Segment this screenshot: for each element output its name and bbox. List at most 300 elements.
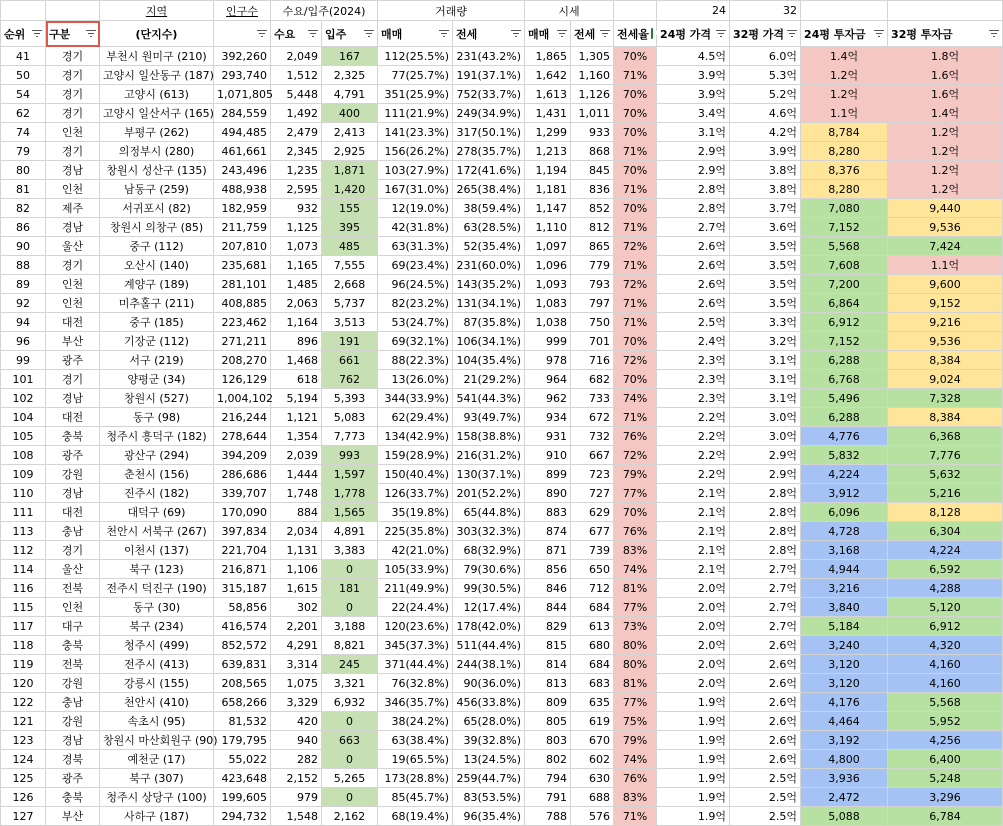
cell-invest-24[interactable]: 5,568 <box>801 237 888 256</box>
cell-price-32[interactable]: 3.5억 <box>730 294 801 313</box>
cell-invest-32[interactable]: 7,424 <box>888 237 1003 256</box>
cell-population[interactable]: 394,209 <box>214 446 271 465</box>
cell-rank[interactable]: 96 <box>1 332 46 351</box>
filter-icon[interactable] <box>787 30 797 37</box>
cell-category[interactable]: 대전 <box>46 313 100 332</box>
cell-population[interactable]: 286,686 <box>214 465 271 484</box>
cell-population[interactable]: 315,187 <box>214 579 271 598</box>
cell-move-in[interactable]: 5,083 <box>322 408 378 427</box>
cell-invest-24[interactable]: 6,864 <box>801 294 888 313</box>
cell-invest-32[interactable]: 1.2억 <box>888 161 1003 180</box>
col-price-jeonse[interactable]: 전세 <box>571 21 614 47</box>
cell-sale-volume[interactable]: 35(19.8%) <box>378 503 453 522</box>
header-price[interactable]: 시세 <box>525 1 614 21</box>
cell-price-24[interactable]: 2.1억 <box>657 503 730 522</box>
cell-population[interactable]: 223,462 <box>214 313 271 332</box>
cell-price-32[interactable]: 3.3억 <box>730 313 801 332</box>
cell-invest-24[interactable]: 4,728 <box>801 522 888 541</box>
cell-price-24[interactable]: 4.5억 <box>657 47 730 66</box>
cell-invest-24[interactable]: 4,944 <box>801 560 888 579</box>
cell-price-jeonse[interactable]: 727 <box>571 484 614 503</box>
cell-invest-24[interactable]: 6,912 <box>801 313 888 332</box>
cell-rank[interactable]: 89 <box>1 275 46 294</box>
cell-jeonse-volume[interactable]: 21(29.2%) <box>453 370 525 389</box>
cell-sale-volume[interactable]: 69(32.1%) <box>378 332 453 351</box>
cell-category[interactable]: 강원 <box>46 674 100 693</box>
cell-demand[interactable]: 1,512 <box>271 66 322 85</box>
cell-price-jeonse[interactable]: 845 <box>571 161 614 180</box>
cell-price-jeonse[interactable]: 701 <box>571 332 614 351</box>
cell-price-jeonse[interactable]: 712 <box>571 579 614 598</box>
cell-region[interactable]: 고양시 일산서구 (165) <box>100 104 214 123</box>
cell-price-32[interactable]: 2.9억 <box>730 465 801 484</box>
cell-invest-32[interactable]: 9,152 <box>888 294 1003 313</box>
cell-region[interactable]: 미추홀구 (211) <box>100 294 214 313</box>
filter-icon[interactable] <box>557 30 567 37</box>
cell-region[interactable]: 양평군 (34) <box>100 370 214 389</box>
cell-invest-32[interactable]: 8,128 <box>888 503 1003 522</box>
cell-invest-24[interactable]: 5,832 <box>801 446 888 465</box>
cell-jeonse-volume[interactable]: 231(60.0%) <box>453 256 525 275</box>
cell-price-sale[interactable]: 1,097 <box>525 237 571 256</box>
cell-category[interactable]: 전북 <box>46 579 100 598</box>
cell-sale-volume[interactable]: 38(24.2%) <box>378 712 453 731</box>
cell-population[interactable]: 408,885 <box>214 294 271 313</box>
cell-category[interactable]: 충남 <box>46 693 100 712</box>
cell-sale-volume[interactable]: 76(32.8%) <box>378 674 453 693</box>
cell-invest-24[interactable]: 5,088 <box>801 807 888 826</box>
cell-demand[interactable]: 2,039 <box>271 446 322 465</box>
cell-rank[interactable]: 116 <box>1 579 46 598</box>
cell-invest-24[interactable]: 5,184 <box>801 617 888 636</box>
cell-move-in[interactable]: 2,162 <box>322 807 378 826</box>
cell-jeonse-volume[interactable]: 278(35.7%) <box>453 142 525 161</box>
cell-price-sale[interactable]: 934 <box>525 408 571 427</box>
cell-population[interactable]: 179,795 <box>214 731 271 750</box>
cell-price-32[interactable]: 2.6억 <box>730 731 801 750</box>
cell-price-24[interactable]: 2.8억 <box>657 180 730 199</box>
cell-jeonse-rate[interactable]: 79% <box>614 465 657 484</box>
cell-demand[interactable]: 896 <box>271 332 322 351</box>
cell-category[interactable]: 강원 <box>46 712 100 731</box>
cell-rank[interactable]: 50 <box>1 66 46 85</box>
col-invest-32[interactable]: 32평 투자금 <box>888 21 1003 47</box>
cell-jeonse-volume[interactable]: 65(28.0%) <box>453 712 525 731</box>
cell-move-in[interactable]: 0 <box>322 560 378 579</box>
cell-sale-volume[interactable]: 85(45.7%) <box>378 788 453 807</box>
cell-rank[interactable]: 88 <box>1 256 46 275</box>
cell-invest-32[interactable]: 9,440 <box>888 199 1003 218</box>
cell-category[interactable]: 경기 <box>46 85 100 104</box>
cell-price-32[interactable]: 2.8억 <box>730 522 801 541</box>
cell-move-in[interactable]: 762 <box>322 370 378 389</box>
cell-demand[interactable]: 1,106 <box>271 560 322 579</box>
cell-invest-32[interactable]: 1.8억 <box>888 47 1003 66</box>
cell-price-jeonse[interactable]: 1,305 <box>571 47 614 66</box>
filter-icon[interactable] <box>439 30 449 37</box>
cell-rank[interactable]: 108 <box>1 446 46 465</box>
cell-price-jeonse[interactable]: 732 <box>571 427 614 446</box>
cell-jeonse-rate[interactable]: 73% <box>614 617 657 636</box>
cell-price-24[interactable]: 2.0억 <box>657 636 730 655</box>
cell-price-32[interactable]: 2.8억 <box>730 503 801 522</box>
cell-sale-volume[interactable]: 141(23.3%) <box>378 123 453 142</box>
cell-jeonse-volume[interactable]: 12(17.4%) <box>453 598 525 617</box>
cell-rank[interactable]: 99 <box>1 351 46 370</box>
cell-price-sale[interactable]: 813 <box>525 674 571 693</box>
cell-price-32[interactable]: 2.6억 <box>730 712 801 731</box>
cell-rank[interactable]: 74 <box>1 123 46 142</box>
cell-price-sale[interactable]: 1,194 <box>525 161 571 180</box>
cell-population[interactable]: 281,101 <box>214 275 271 294</box>
cell-category[interactable]: 광주 <box>46 446 100 465</box>
cell-region[interactable]: 계양구 (189) <box>100 275 214 294</box>
cell-price-jeonse[interactable]: 630 <box>571 769 614 788</box>
cell-move-in[interactable]: 155 <box>322 199 378 218</box>
cell-demand[interactable]: 3,329 <box>271 693 322 712</box>
cell-invest-32[interactable]: 1.4억 <box>888 104 1003 123</box>
cell-move-in[interactable]: 3,321 <box>322 674 378 693</box>
cell-category[interactable]: 부산 <box>46 807 100 826</box>
cell-move-in[interactable]: 2,925 <box>322 142 378 161</box>
cell-price-32[interactable]: 2.6억 <box>730 750 801 769</box>
cell-population[interactable]: 1,004,102 <box>214 389 271 408</box>
cell-sale-volume[interactable]: 77(25.7%) <box>378 66 453 85</box>
filter-icon[interactable] <box>511 30 521 37</box>
cell-population[interactable]: 658,266 <box>214 693 271 712</box>
cell-sale-volume[interactable]: 211(49.9%) <box>378 579 453 598</box>
cell-move-in[interactable]: 1,871 <box>322 161 378 180</box>
cell-jeonse-volume[interactable]: 172(41.6%) <box>453 161 525 180</box>
cell-jeonse-rate[interactable]: 72% <box>614 446 657 465</box>
cell-invest-32[interactable]: 7,328 <box>888 389 1003 408</box>
cell-invest-24[interactable]: 6,096 <box>801 503 888 522</box>
cell-demand[interactable]: 1,073 <box>271 237 322 256</box>
cell-jeonse-volume[interactable]: 244(38.1%) <box>453 655 525 674</box>
cell-move-in[interactable]: 7,555 <box>322 256 378 275</box>
cell-price-jeonse[interactable]: 1,126 <box>571 85 614 104</box>
cell-jeonse-volume[interactable]: 65(44.8%) <box>453 503 525 522</box>
cell-price-32[interactable]: 3.1억 <box>730 351 801 370</box>
cell-price-sale[interactable]: 791 <box>525 788 571 807</box>
cell-invest-24[interactable]: 4,464 <box>801 712 888 731</box>
cell-price-24[interactable]: 2.0억 <box>657 598 730 617</box>
cell-invest-32[interactable]: 1.2억 <box>888 142 1003 161</box>
cell-price-24[interactable]: 1.9억 <box>657 769 730 788</box>
cell-price-jeonse[interactable]: 933 <box>571 123 614 142</box>
cell-region[interactable]: 천안시 (410) <box>100 693 214 712</box>
cell-invest-32[interactable]: 4,224 <box>888 541 1003 560</box>
cell-price-32[interactable]: 2.7억 <box>730 617 801 636</box>
cell-price-32[interactable]: 5.3억 <box>730 66 801 85</box>
cell-jeonse-volume[interactable]: 79(30.6%) <box>453 560 525 579</box>
cell-price-24[interactable]: 2.6억 <box>657 294 730 313</box>
cell-jeonse-rate[interactable]: 71% <box>614 66 657 85</box>
filter-icon[interactable] <box>308 30 318 37</box>
cell-category[interactable]: 강원 <box>46 465 100 484</box>
header-region[interactable]: 지역 <box>100 1 214 21</box>
cell-price-32[interactable]: 4.6억 <box>730 104 801 123</box>
cell-rank[interactable]: 86 <box>1 218 46 237</box>
cell-category[interactable]: 부산 <box>46 332 100 351</box>
cell-price-32[interactable]: 2.9억 <box>730 446 801 465</box>
cell-invest-32[interactable]: 9,536 <box>888 332 1003 351</box>
cell-jeonse-rate[interactable]: 70% <box>614 199 657 218</box>
col-move-in[interactable]: 입주 <box>322 21 378 47</box>
cell-jeonse-volume[interactable]: 38(59.4%) <box>453 199 525 218</box>
cell-price-32[interactable]: 2.5억 <box>730 788 801 807</box>
cell-population[interactable]: 199,605 <box>214 788 271 807</box>
cell-price-32[interactable]: 2.8억 <box>730 484 801 503</box>
cell-price-sale[interactable]: 1,613 <box>525 85 571 104</box>
cell-population[interactable]: 126,129 <box>214 370 271 389</box>
cell-price-32[interactable]: 2.7억 <box>730 598 801 617</box>
cell-rank[interactable]: 125 <box>1 769 46 788</box>
cell-region[interactable]: 청주시 (499) <box>100 636 214 655</box>
filter-icon[interactable] <box>874 30 884 37</box>
cell-region[interactable]: 광산구 (294) <box>100 446 214 465</box>
cell-population[interactable]: 243,496 <box>214 161 271 180</box>
cell-rank[interactable]: 117 <box>1 617 46 636</box>
cell-demand[interactable]: 2,152 <box>271 769 322 788</box>
cell-invest-24[interactable]: 7,152 <box>801 332 888 351</box>
cell-invest-32[interactable]: 4,160 <box>888 655 1003 674</box>
cell-region[interactable]: 춘천시 (156) <box>100 465 214 484</box>
cell-rank[interactable]: 41 <box>1 47 46 66</box>
cell-invest-24[interactable]: 3,120 <box>801 674 888 693</box>
cell-price-sale[interactable]: 814 <box>525 655 571 674</box>
cell-rank[interactable]: 90 <box>1 237 46 256</box>
cell-price-32[interactable]: 3.5억 <box>730 256 801 275</box>
cell-invest-32[interactable]: 9,536 <box>888 218 1003 237</box>
cell-price-jeonse[interactable]: 670 <box>571 731 614 750</box>
cell-price-jeonse[interactable]: 613 <box>571 617 614 636</box>
cell-jeonse-rate[interactable]: 70% <box>614 161 657 180</box>
cell-price-32[interactable]: 3.8억 <box>730 161 801 180</box>
cell-invest-32[interactable]: 1.6억 <box>888 85 1003 104</box>
cell-demand[interactable]: 282 <box>271 750 322 769</box>
cell-jeonse-volume[interactable]: 96(35.4%) <box>453 807 525 826</box>
cell-price-jeonse[interactable]: 682 <box>571 370 614 389</box>
cell-sale-volume[interactable]: 22(24.4%) <box>378 598 453 617</box>
cell-jeonse-rate[interactable]: 70% <box>614 123 657 142</box>
cell-price-24[interactable]: 2.2억 <box>657 408 730 427</box>
cell-region[interactable]: 이천시 (137) <box>100 541 214 560</box>
cell-price-24[interactable]: 2.0억 <box>657 674 730 693</box>
cell-price-sale[interactable]: 962 <box>525 389 571 408</box>
cell-rank[interactable]: 120 <box>1 674 46 693</box>
cell-rank[interactable]: 111 <box>1 503 46 522</box>
cell-price-jeonse[interactable]: 723 <box>571 465 614 484</box>
cell-category[interactable]: 충북 <box>46 427 100 446</box>
cell-price-sale[interactable]: 871 <box>525 541 571 560</box>
cell-invest-32[interactable]: 8,384 <box>888 408 1003 427</box>
cell-price-32[interactable]: 3.0억 <box>730 427 801 446</box>
cell-invest-32[interactable]: 6,304 <box>888 522 1003 541</box>
cell-jeonse-rate[interactable]: 71% <box>614 218 657 237</box>
cell-region[interactable]: 창원시 (527) <box>100 389 214 408</box>
cell-category[interactable]: 인천 <box>46 180 100 199</box>
cell-price-32[interactable]: 3.6억 <box>730 218 801 237</box>
cell-rank[interactable]: 82 <box>1 199 46 218</box>
cell-price-24[interactable]: 2.0억 <box>657 655 730 674</box>
cell-move-in[interactable]: 485 <box>322 237 378 256</box>
cell-population[interactable]: 293,740 <box>214 66 271 85</box>
cell-jeonse-volume[interactable]: 249(34.9%) <box>453 104 525 123</box>
cell-jeonse-volume[interactable]: 39(32.8%) <box>453 731 525 750</box>
cell-price-sale[interactable]: 883 <box>525 503 571 522</box>
cell-price-24[interactable]: 2.5억 <box>657 313 730 332</box>
cell-price-32[interactable]: 3.5억 <box>730 275 801 294</box>
cell-price-jeonse[interactable]: 602 <box>571 750 614 769</box>
cell-move-in[interactable]: 2,668 <box>322 275 378 294</box>
cell-demand[interactable]: 1,468 <box>271 351 322 370</box>
col-demand[interactable]: 수요 <box>271 21 322 47</box>
cell-jeonse-rate[interactable]: 81% <box>614 674 657 693</box>
cell-demand[interactable]: 1,121 <box>271 408 322 427</box>
cell-move-in[interactable]: 395 <box>322 218 378 237</box>
cell-move-in[interactable]: 1,565 <box>322 503 378 522</box>
cell-move-in[interactable]: 7,773 <box>322 427 378 446</box>
cell-category[interactable]: 제주 <box>46 199 100 218</box>
cell-invest-32[interactable]: 5,568 <box>888 693 1003 712</box>
cell-population[interactable]: 423,648 <box>214 769 271 788</box>
cell-price-32[interactable]: 2.7억 <box>730 560 801 579</box>
cell-invest-24[interactable]: 1.2억 <box>801 85 888 104</box>
cell-price-sale[interactable]: 1,038 <box>525 313 571 332</box>
cell-population[interactable]: 852,572 <box>214 636 271 655</box>
cell-move-in[interactable]: 181 <box>322 579 378 598</box>
cell-price-sale[interactable]: 1,096 <box>525 256 571 275</box>
cell-invest-24[interactable]: 8,784 <box>801 123 888 142</box>
cell-region[interactable]: 부평구 (262) <box>100 123 214 142</box>
cell-category[interactable]: 인천 <box>46 598 100 617</box>
cell-demand[interactable]: 979 <box>271 788 322 807</box>
filter-icon[interactable] <box>716 30 726 37</box>
cell-price-jeonse[interactable]: 667 <box>571 446 614 465</box>
cell-price-24[interactable]: 2.0억 <box>657 617 730 636</box>
cell-demand[interactable]: 1,444 <box>271 465 322 484</box>
cell-jeonse-rate[interactable]: 76% <box>614 769 657 788</box>
cell-price-32[interactable]: 3.8억 <box>730 180 801 199</box>
cell-jeonse-volume[interactable]: 541(44.3%) <box>453 389 525 408</box>
cell-rank[interactable]: 122 <box>1 693 46 712</box>
cell-demand[interactable]: 932 <box>271 199 322 218</box>
cell-rank[interactable]: 62 <box>1 104 46 123</box>
cell-jeonse-volume[interactable]: 201(52.2%) <box>453 484 525 503</box>
cell-jeonse-rate[interactable]: 80% <box>614 655 657 674</box>
cell-price-sale[interactable]: 1,110 <box>525 218 571 237</box>
cell-demand[interactable]: 2,049 <box>271 47 322 66</box>
cell-population[interactable]: 170,090 <box>214 503 271 522</box>
cell-jeonse-rate[interactable]: 71% <box>614 142 657 161</box>
cell-move-in[interactable]: 400 <box>322 104 378 123</box>
cell-price-jeonse[interactable]: 865 <box>571 237 614 256</box>
cell-invest-24[interactable]: 6,768 <box>801 370 888 389</box>
cell-price-24[interactable]: 2.1억 <box>657 484 730 503</box>
cell-population[interactable]: 494,485 <box>214 123 271 142</box>
cell-category[interactable]: 경기 <box>46 142 100 161</box>
cell-region[interactable]: 부천시 원미구 (210) <box>100 47 214 66</box>
cell-price-32[interactable]: 5.2억 <box>730 85 801 104</box>
cell-price-24[interactable]: 2.6억 <box>657 275 730 294</box>
cell-invest-32[interactable]: 7,776 <box>888 446 1003 465</box>
cell-region[interactable]: 창원시 성산구 (135) <box>100 161 214 180</box>
cell-price-24[interactable]: 1.9억 <box>657 693 730 712</box>
cell-sale-volume[interactable]: 63(38.4%) <box>378 731 453 750</box>
cell-rank[interactable]: 94 <box>1 313 46 332</box>
cell-jeonse-rate[interactable]: 70% <box>614 47 657 66</box>
cell-sale-volume[interactable]: 351(25.9%) <box>378 85 453 104</box>
cell-jeonse-volume[interactable]: 131(34.1%) <box>453 294 525 313</box>
cell-region[interactable]: 대덕구 (69) <box>100 503 214 522</box>
cell-invest-24[interactable]: 4,224 <box>801 465 888 484</box>
cell-jeonse-volume[interactable]: 216(31.2%) <box>453 446 525 465</box>
cell-region[interactable]: 강릉시 (155) <box>100 674 214 693</box>
cell-demand[interactable]: 1,615 <box>271 579 322 598</box>
cell-price-sale[interactable]: 899 <box>525 465 571 484</box>
cell-rank[interactable]: 118 <box>1 636 46 655</box>
cell-invest-32[interactable]: 6,912 <box>888 617 1003 636</box>
cell-price-sale[interactable]: 1,299 <box>525 123 571 142</box>
cell-invest-32[interactable]: 5,248 <box>888 769 1003 788</box>
cell-jeonse-rate[interactable]: 76% <box>614 427 657 446</box>
cell-jeonse-rate[interactable]: 72% <box>614 237 657 256</box>
cell-jeonse-rate[interactable]: 75% <box>614 712 657 731</box>
cell-price-24[interactable]: 2.0억 <box>657 579 730 598</box>
cell-jeonse-volume[interactable]: 303(32.3%) <box>453 522 525 541</box>
cell-invest-24[interactable]: 1.1억 <box>801 104 888 123</box>
cell-rank[interactable]: 92 <box>1 294 46 313</box>
filter-icon[interactable] <box>600 30 610 37</box>
cell-price-24[interactable]: 3.1억 <box>657 123 730 142</box>
cell-price-24[interactable]: 1.9억 <box>657 750 730 769</box>
cell-price-sale[interactable]: 1,181 <box>525 180 571 199</box>
cell-invest-32[interactable]: 4,256 <box>888 731 1003 750</box>
active-filter-icon[interactable] <box>651 28 653 39</box>
cell-demand[interactable]: 2,345 <box>271 142 322 161</box>
cell-demand[interactable]: 1,492 <box>271 104 322 123</box>
cell-invest-24[interactable]: 7,080 <box>801 199 888 218</box>
cell-move-in[interactable]: 5,393 <box>322 389 378 408</box>
cell-invest-32[interactable]: 9,024 <box>888 370 1003 389</box>
cell-invest-32[interactable]: 5,952 <box>888 712 1003 731</box>
cell-price-24[interactable]: 3.9억 <box>657 85 730 104</box>
cell-move-in[interactable]: 191 <box>322 332 378 351</box>
cell-move-in[interactable]: 0 <box>322 750 378 769</box>
cell-sale-volume[interactable]: 111(21.9%) <box>378 104 453 123</box>
cell-price-jeonse[interactable]: 836 <box>571 180 614 199</box>
cell-jeonse-rate[interactable]: 70% <box>614 503 657 522</box>
cell-price-32[interactable]: 6.0억 <box>730 47 801 66</box>
cell-demand[interactable]: 1,485 <box>271 275 322 294</box>
cell-rank[interactable]: 119 <box>1 655 46 674</box>
cell-region[interactable]: 속초시 (95) <box>100 712 214 731</box>
cell-price-sale[interactable]: 856 <box>525 560 571 579</box>
cell-sale-volume[interactable]: 134(42.9%) <box>378 427 453 446</box>
cell-sale-volume[interactable]: 82(23.2%) <box>378 294 453 313</box>
cell-price-32[interactable]: 2.7억 <box>730 579 801 598</box>
cell-demand[interactable]: 302 <box>271 598 322 617</box>
cell-category[interactable]: 충북 <box>46 788 100 807</box>
cell-category[interactable]: 경남 <box>46 161 100 180</box>
cell-price-jeonse[interactable]: 635 <box>571 693 614 712</box>
cell-invest-24[interactable]: 3,168 <box>801 541 888 560</box>
cell-population[interactable]: 416,574 <box>214 617 271 636</box>
cell-rank[interactable]: 121 <box>1 712 46 731</box>
cell-demand[interactable]: 1,748 <box>271 484 322 503</box>
cell-price-sale[interactable]: 794 <box>525 769 571 788</box>
